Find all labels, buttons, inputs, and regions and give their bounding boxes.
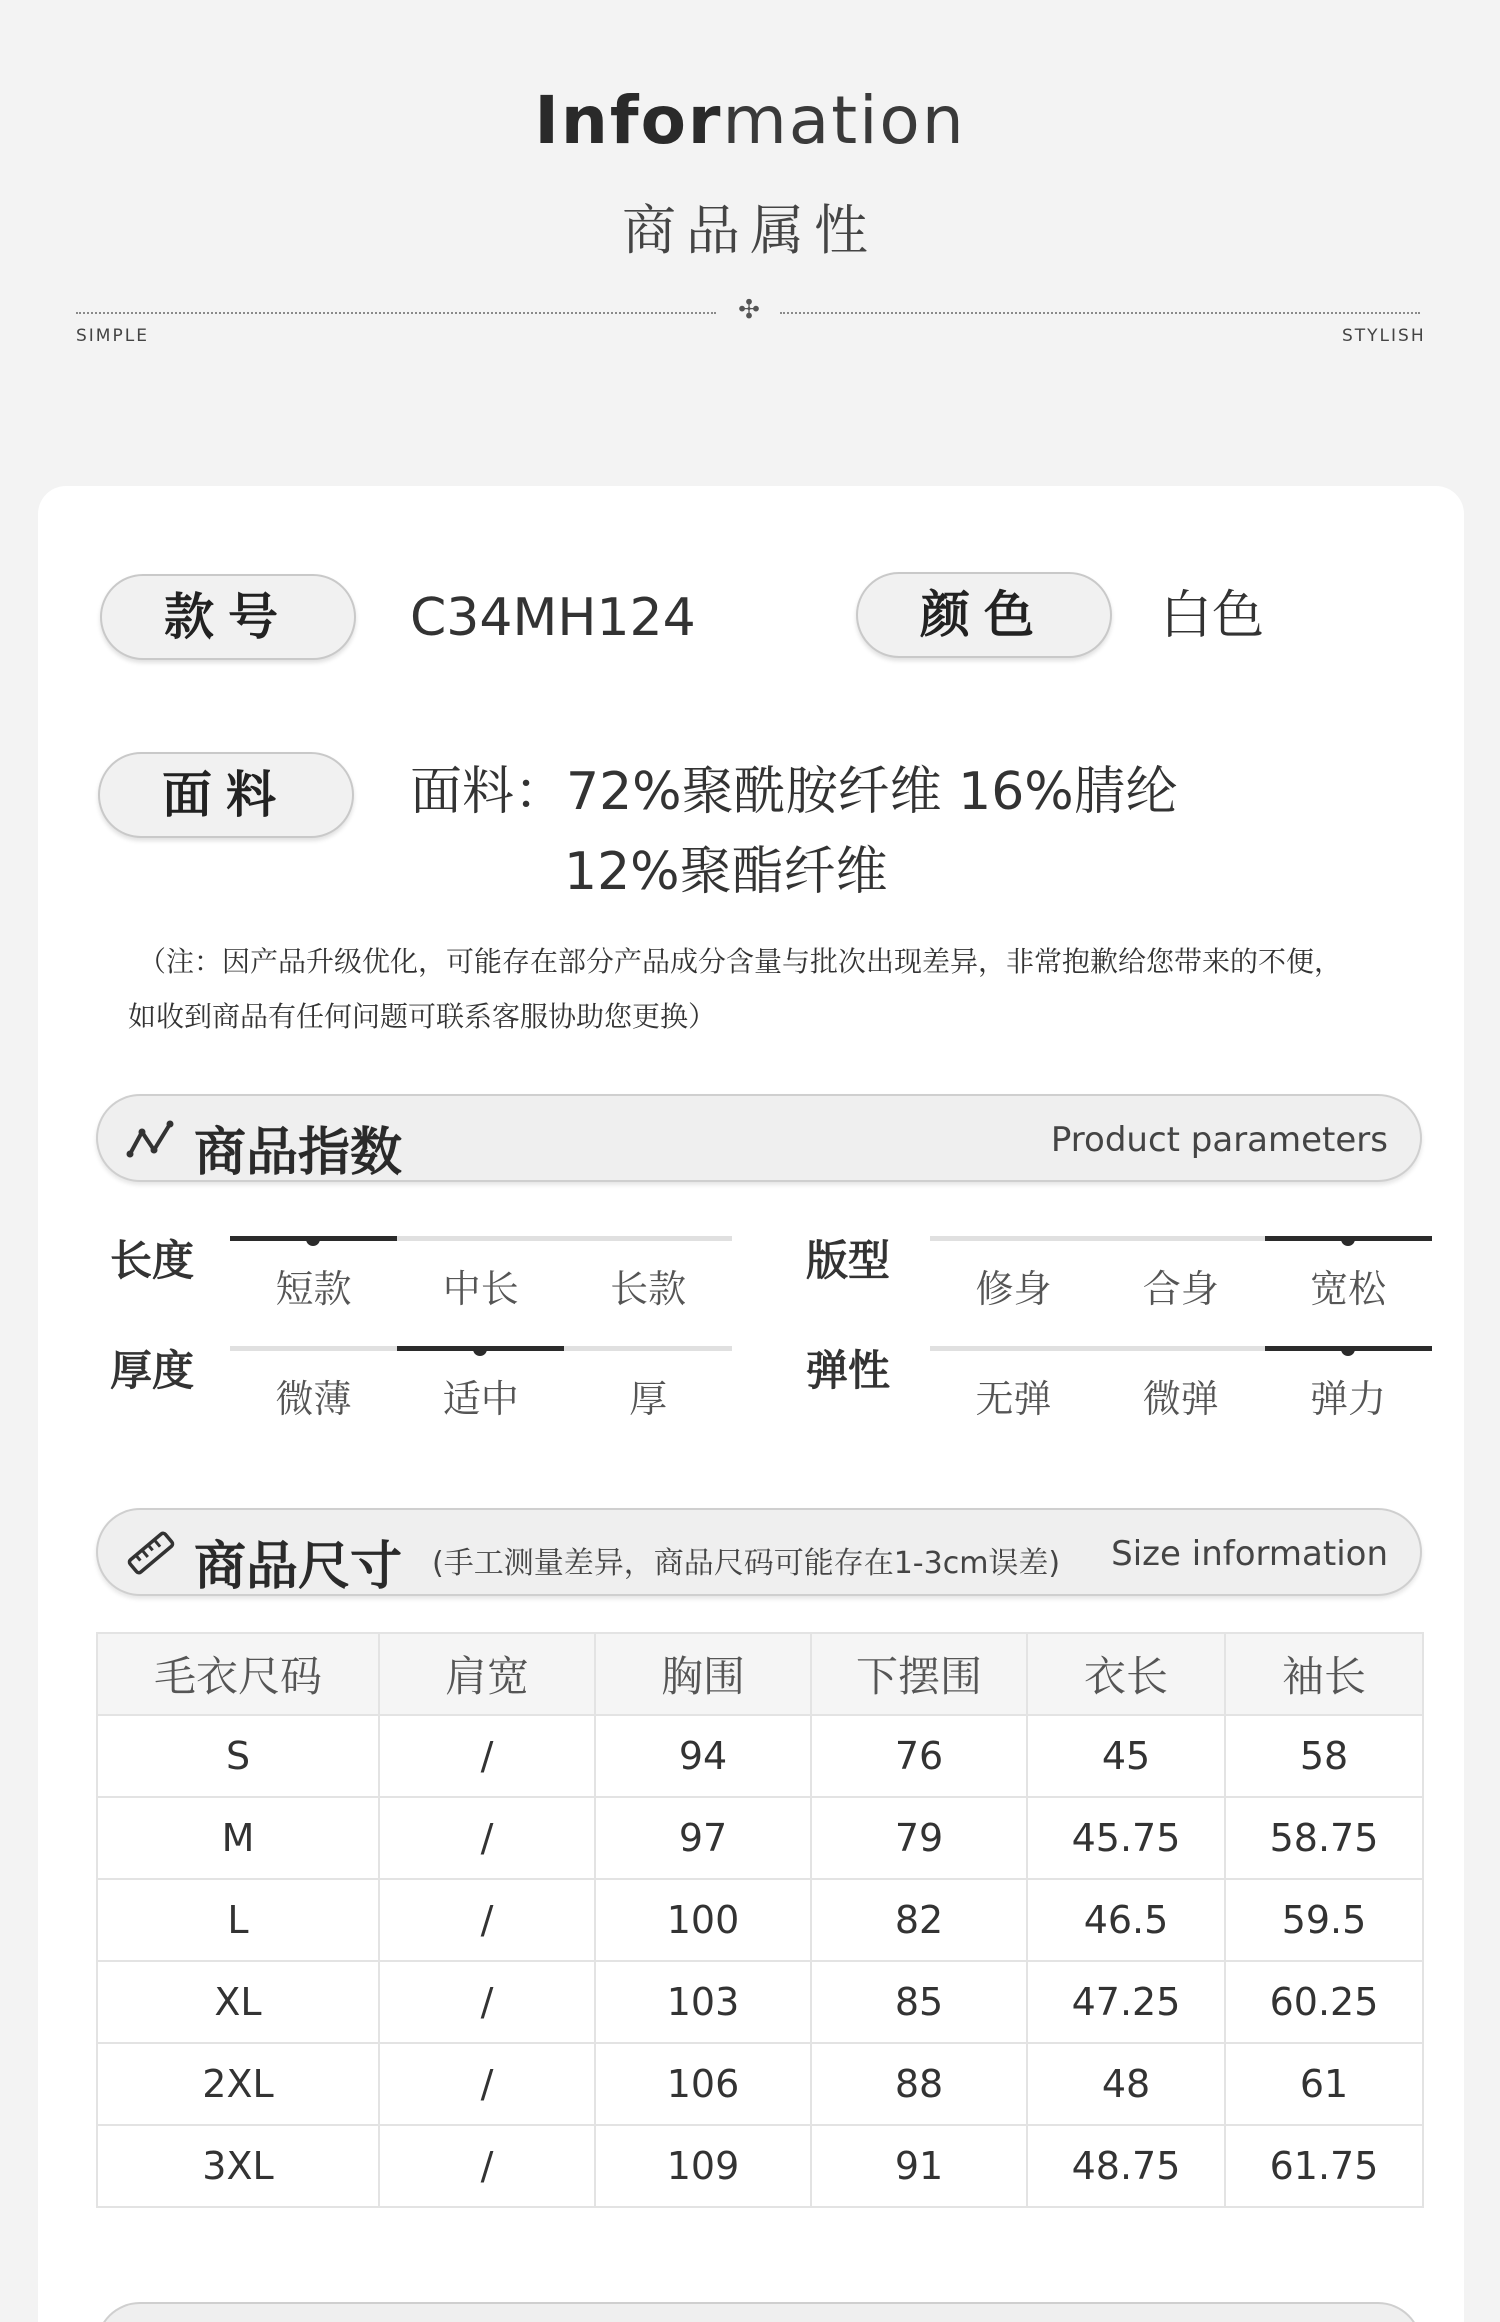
table-cell: / <box>379 1797 595 1879</box>
params-section-english: Product parameters <box>1050 1120 1388 1160</box>
page-title-light: mation <box>722 82 966 159</box>
header-hem: 下摆围 <box>811 1633 1027 1715</box>
table-cell: 109 <box>595 2125 811 2207</box>
table-cell: 2XL <box>97 2043 379 2125</box>
table-cell: / <box>379 1715 595 1797</box>
simple-label: SIMPLE <box>76 326 149 346</box>
ruler-icon <box>126 1530 176 1576</box>
table-cell: 58.75 <box>1225 1797 1423 1879</box>
stylish-label: STYLISH <box>1342 326 1426 346</box>
table-row <box>97 1797 1423 1879</box>
param-length-label: 长度 <box>110 1236 195 1285</box>
header-chest: 胸围 <box>595 1633 811 1715</box>
table-cell: 76 <box>811 1715 1027 1797</box>
table-cell: / <box>379 1961 595 2043</box>
table-cell: 88 <box>811 2043 1027 2125</box>
table-cell: 61 <box>1225 2043 1423 2125</box>
color-pill: 颜色 <box>856 572 1112 658</box>
size-section-bar <box>96 1508 1422 1596</box>
table-cell: 58 <box>1225 1715 1423 1797</box>
scale-option: 适中 <box>442 1377 519 1421</box>
table-row <box>97 2125 1423 2207</box>
table-row <box>97 1961 1423 2043</box>
table-cell: 94 <box>595 1715 811 1797</box>
scale-segment <box>930 1236 1097 1241</box>
table-cell: XL <box>97 1961 379 2043</box>
table-row <box>97 2043 1423 2125</box>
scale-segment <box>930 1346 1097 1351</box>
header-sleeve: 袖长 <box>1225 1633 1423 1715</box>
table-row <box>97 1879 1423 1961</box>
params-section-title: 商品指数 <box>194 1123 403 1183</box>
scale-option: 宽松 <box>1310 1267 1387 1311</box>
note-line-2: 如收到商品有任何问题可联系客服协助您更换） <box>128 1000 717 1033</box>
table-cell: 100 <box>595 1879 811 1961</box>
header-size: 毛衣尺码 <box>97 1633 379 1715</box>
size-table-header-row <box>97 1633 1423 1715</box>
table-cell: 46.5 <box>1027 1879 1225 1961</box>
table-cell: 3XL <box>97 2125 379 2207</box>
size-table <box>96 1632 1424 2208</box>
param-thickness-label: 厚度 <box>110 1346 195 1395</box>
size-section-title: 商品尺寸 <box>194 1537 403 1597</box>
param-fit-label: 版型 <box>806 1236 891 1285</box>
table-cell: / <box>379 2043 595 2125</box>
page-title-bold: Infor <box>534 82 723 159</box>
fabric-pill: 面料 <box>98 752 354 838</box>
scale-option: 厚 <box>629 1377 668 1421</box>
scale-segment <box>1097 1346 1264 1351</box>
scale-option: 合身 <box>1142 1267 1219 1311</box>
size-section-note: (手工测量差异，商品尺码可能存在1-3cm误差) <box>432 1546 1061 1581</box>
style-no-pill: 款号 <box>100 574 356 660</box>
table-cell: L <box>97 1879 379 1961</box>
scale-segment <box>565 1236 732 1241</box>
color-value: 白色 <box>1160 586 1265 646</box>
table-cell: 61.75 <box>1225 2125 1423 2207</box>
scale-option: 无弹 <box>975 1377 1052 1421</box>
note-line-1: （注：因产品升级优化，可能存在部分产品成分含量与批次出现差异，非常抱歉给您带来的不便， <box>138 945 1343 978</box>
fabric-value-line1: 面料：72%聚酰胺纤维 16%腈纶 <box>410 762 1178 822</box>
table-cell: S <box>97 1715 379 1797</box>
table-cell: / <box>379 1879 595 1961</box>
table-cell: 82 <box>811 1879 1027 1961</box>
params-section-bar <box>96 1094 1422 1182</box>
table-row <box>97 1715 1423 1797</box>
scale-option: 修身 <box>975 1267 1052 1311</box>
table-cell: 48 <box>1027 2043 1225 2125</box>
size-section-english: Size information <box>1111 1534 1388 1574</box>
style-no-value: C34MH124 <box>410 588 696 648</box>
page-subtitle: 商品属性 <box>622 199 878 262</box>
param-elasticity-label: 弹性 <box>806 1346 891 1395</box>
table-cell: M <box>97 1797 379 1879</box>
table-cell: 47.25 <box>1027 1961 1225 2043</box>
scale-option: 长款 <box>610 1267 687 1311</box>
table-cell: 48.75 <box>1027 2125 1225 2207</box>
trend-line-icon <box>126 1116 176 1162</box>
cross-ornament-icon: ✣ <box>738 295 760 325</box>
header-shoulder: 肩宽 <box>379 1633 595 1715</box>
table-cell: 45.75 <box>1027 1797 1225 1879</box>
scale-segment <box>1097 1236 1264 1241</box>
page-title <box>0 82 1500 159</box>
table-cell: 97 <box>595 1797 811 1879</box>
table-cell: 60.25 <box>1225 1961 1423 2043</box>
table-cell: 91 <box>811 2125 1027 2207</box>
table-cell: 106 <box>595 2043 811 2125</box>
divider-left <box>76 312 716 314</box>
table-cell: 85 <box>811 1961 1027 2043</box>
scale-option: 微弹 <box>1142 1377 1219 1421</box>
table-cell: 59.5 <box>1225 1879 1423 1961</box>
divider-right <box>780 312 1420 314</box>
scale-segment <box>397 1236 564 1241</box>
scale-option: 弹力 <box>1310 1377 1387 1421</box>
table-cell: / <box>379 2125 595 2207</box>
fabric-value-line2: 12%聚酯纤维 <box>564 842 888 902</box>
table-cell: 79 <box>811 1797 1027 1879</box>
scale-option: 短款 <box>275 1267 352 1311</box>
scale-option: 微薄 <box>275 1377 352 1421</box>
next-section-bar <box>96 2302 1422 2322</box>
scale-option: 中长 <box>442 1267 519 1311</box>
scale-segment <box>230 1346 397 1351</box>
header-length: 衣长 <box>1027 1633 1225 1715</box>
scale-segment <box>565 1346 732 1351</box>
table-cell: 103 <box>595 1961 811 2043</box>
table-cell: 45 <box>1027 1715 1225 1797</box>
